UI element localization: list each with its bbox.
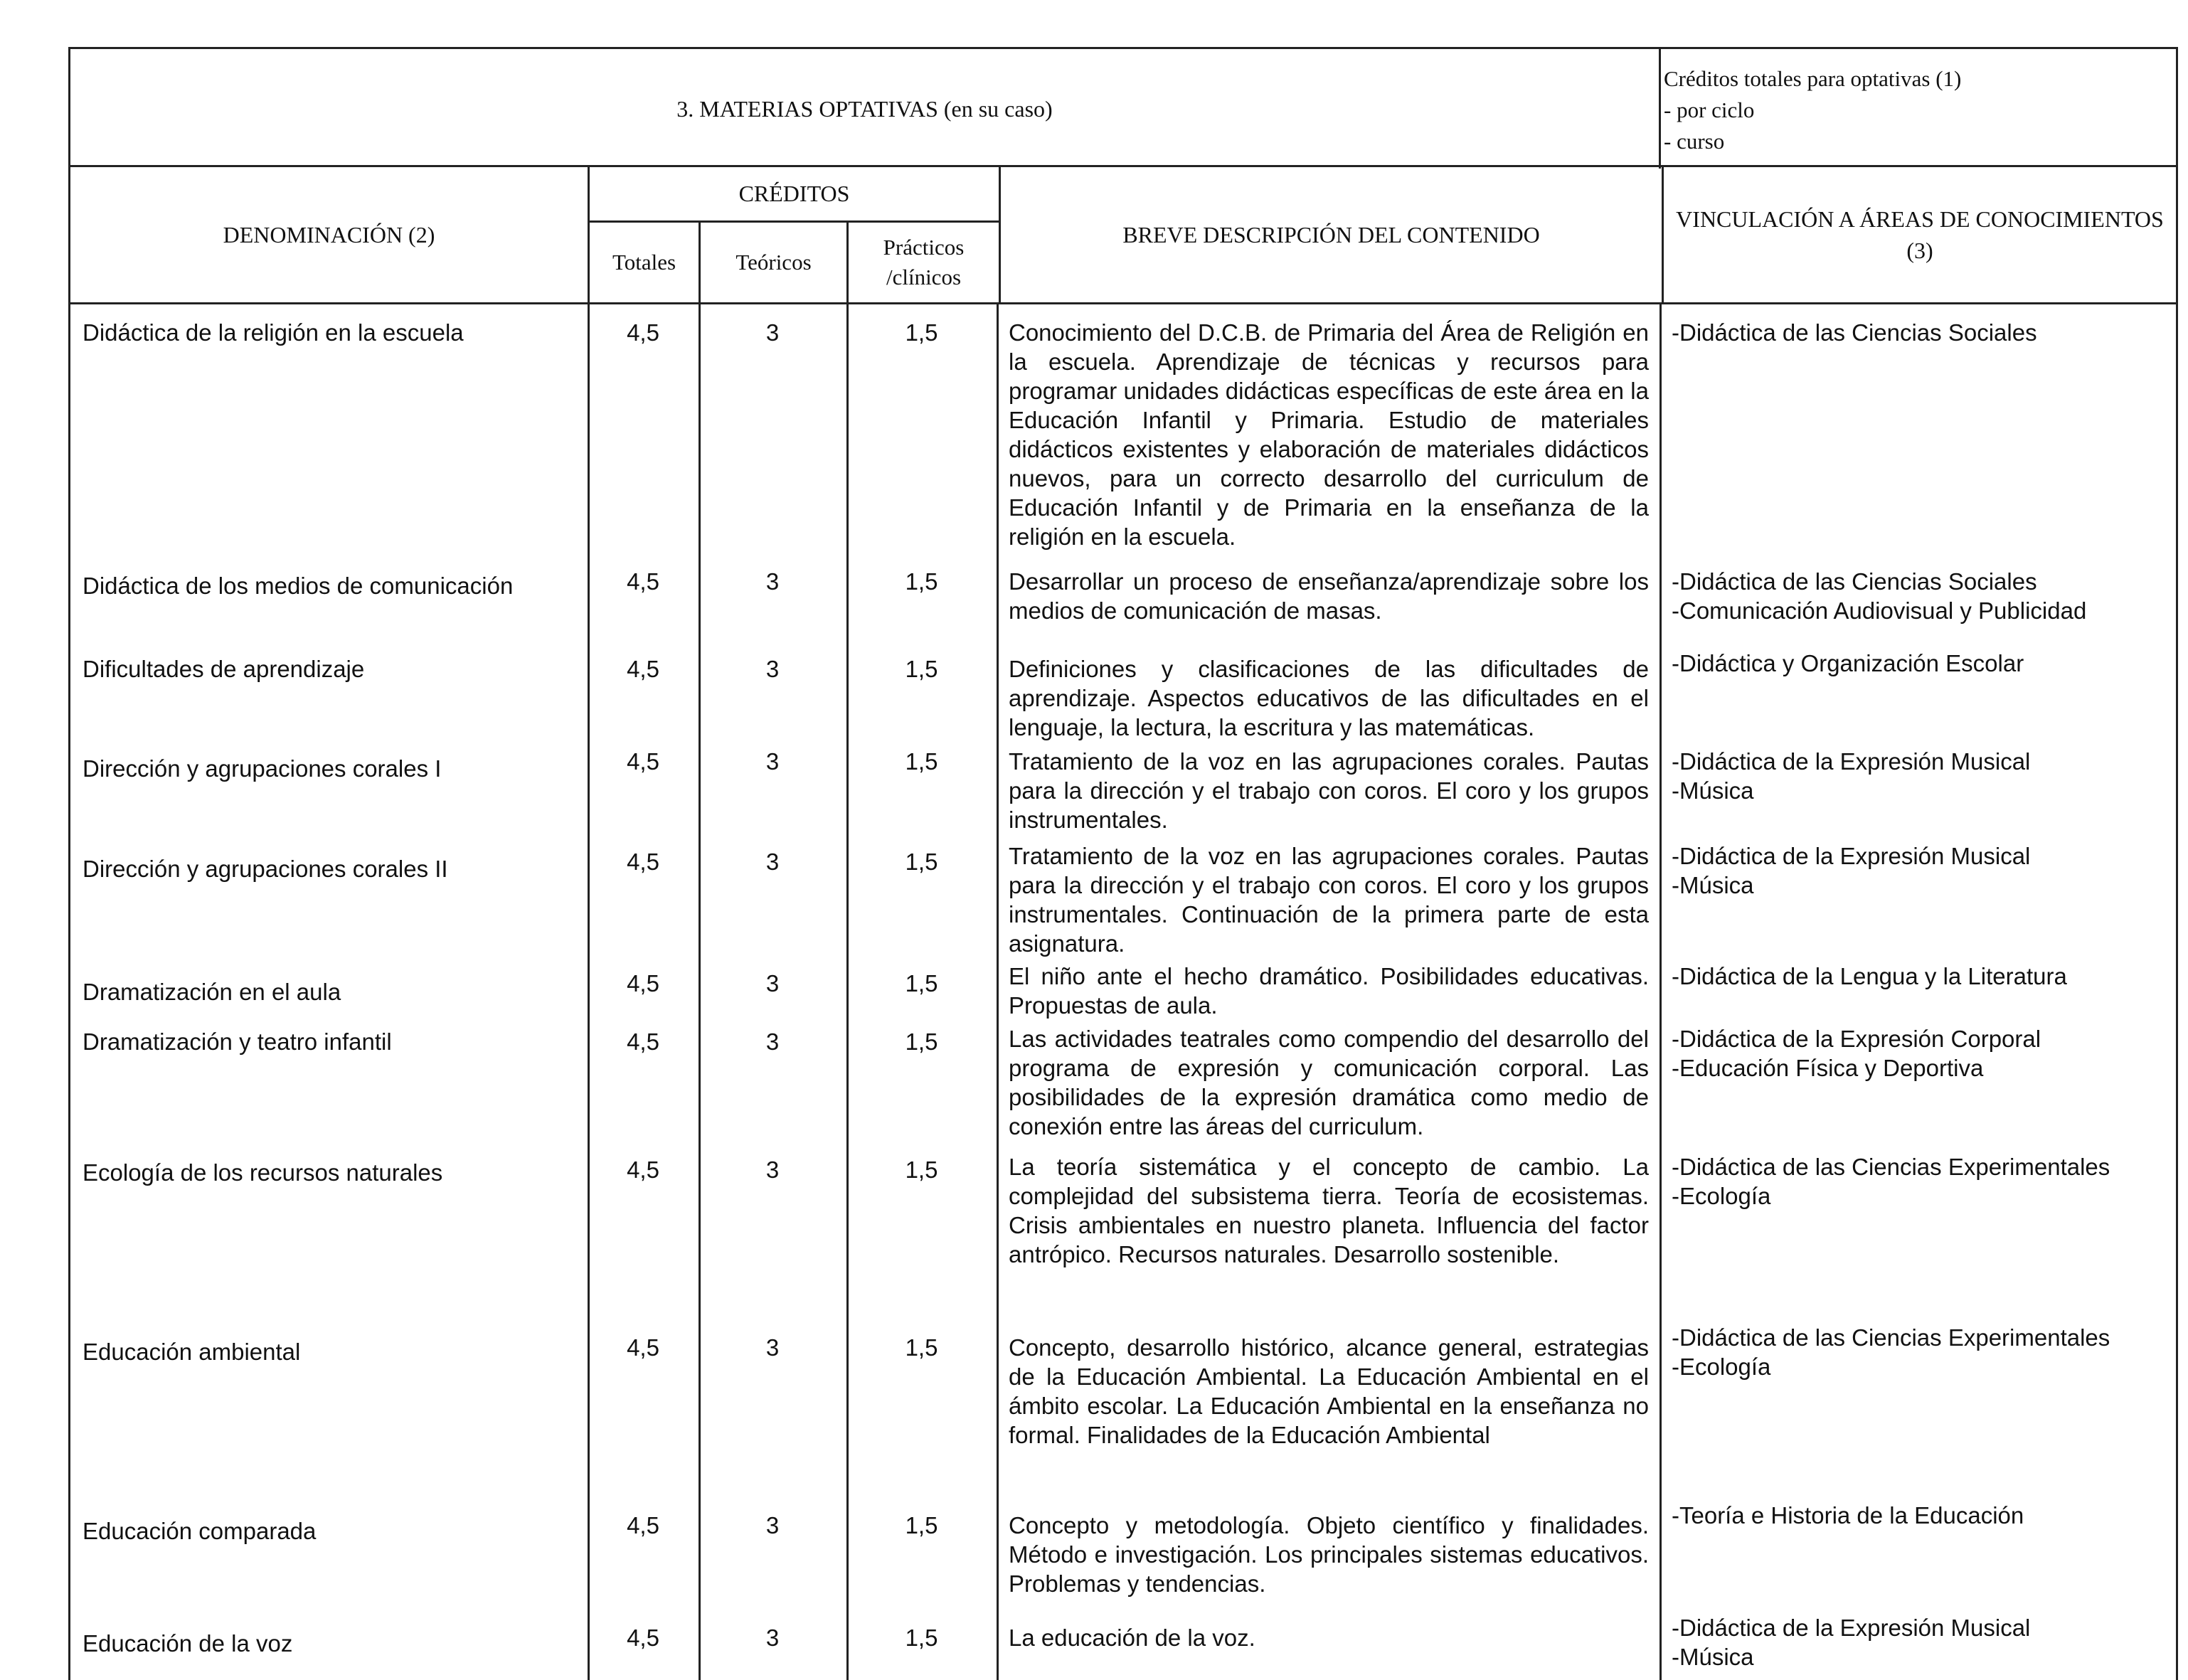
column-header-totales: Totales <box>590 223 701 302</box>
column-header-descripcion: BREVE DESCRIPCIÓN DEL CONTENIDO <box>1001 167 1664 302</box>
credits-practicos: 1,5 <box>905 1334 938 1361</box>
knowledge-areas <box>1672 649 2177 678</box>
subject-description: Tratamiento de la voz en las agrupaciones corales. Pautas para la dirección y el trabajo con coros. El coro y los grupos instrumentales. Continuación de la primera parte de esta asignatura. <box>1009 843 1649 957</box>
credits-teoricos: 3 <box>765 319 780 346</box>
credits-practicos: 1,5 <box>905 656 938 682</box>
credits-box-line: Créditos totales para optativas (1) <box>1664 66 1962 91</box>
knowledge-area: -Música <box>1672 1644 1754 1670</box>
credits-totales: 4,5 <box>627 319 659 346</box>
subject-description: Las actividades teatrales como compendio del desarrollo del programa de expresión y comunicación corporal. Las posibilidades de la expresión dramática como medio de conexión entre las áreas del curriculum. <box>1009 1026 1649 1139</box>
credits-teoricos: 3 <box>765 568 780 595</box>
knowledge-area: -Didáctica de la Expresión Musical <box>1672 748 2031 775</box>
knowledge-area: -Didáctica y Organización Escolar <box>1672 650 2024 676</box>
credits-practicos: 1,5 <box>905 568 938 595</box>
subject-description: La teoría sistemática y el concepto de cambio. La complejidad del subsistema tierra. Teoría de ecosistemas. Crisis ambientales en nuestro planeta. Influencia del factor antrópico. Recursos naturales. Desarrollo sostenible. <box>1009 1154 1649 1267</box>
knowledge-area: -Didáctica de la Expresión Musical <box>1672 1615 2031 1641</box>
credits-practicos: 1,5 <box>905 1028 938 1055</box>
credits-totales: 4,5 <box>627 849 659 875</box>
subject-name: Didáctica de los medios de comunicación <box>83 573 514 599</box>
subject-name: Educación comparada <box>83 1518 317 1544</box>
credits-teoricos: 3 <box>765 1334 780 1361</box>
credits-totales: 4,5 <box>627 1028 659 1055</box>
knowledge-area: -Didáctica de las Ciencias Sociales <box>1672 568 2037 595</box>
knowledge-areas <box>1672 841 2177 900</box>
credits-teoricos: 3 <box>765 656 780 682</box>
credits-teoricos: 3 <box>765 1157 780 1183</box>
table-header <box>68 165 2178 304</box>
knowledge-area: -Música <box>1672 872 1754 898</box>
subject-description: Desarrollar un proceso de enseñanza/aprendizaje sobre los medios de comunicación de masas. <box>1009 568 1649 624</box>
knowledge-areas <box>1672 1323 2177 1381</box>
column-divider <box>997 304 999 1680</box>
knowledge-areas <box>1672 1024 2177 1083</box>
knowledge-areas <box>1672 1613 2177 1671</box>
credits-box-line: - por ciclo <box>1664 97 1755 122</box>
credits-practicos: 1,5 <box>905 1157 938 1183</box>
credits-totales: 4,5 <box>627 568 659 595</box>
credits-totales: 4,5 <box>627 970 659 996</box>
subject-name: Dificultades de aprendizaje <box>83 656 365 682</box>
knowledge-area: -Didáctica de la Expresión Corporal <box>1672 1026 2041 1052</box>
subject-name: Dramatización en el aula <box>83 979 341 1005</box>
subject-name: Dirección y agrupaciones corales I <box>83 755 442 782</box>
credits-practicos: 1,5 <box>905 1625 938 1651</box>
knowledge-area: -Didáctica de las Ciencias Experimentales <box>1672 1324 2110 1351</box>
credits-teoricos: 3 <box>765 1625 780 1651</box>
section-header <box>68 47 2178 166</box>
knowledge-area: -Didáctica de la Lengua y la Literatura <box>1672 963 2067 989</box>
knowledge-area: -Comunicación Audiovisual y Publicidad <box>1672 597 2087 624</box>
column-group-creditos <box>590 167 1001 302</box>
knowledge-area: -Educación Física y Deportiva <box>1672 1055 1984 1081</box>
column-divider <box>1659 304 1662 1680</box>
subject-name: Didáctica de la religión en la escuela <box>83 319 464 346</box>
column-header-practicos: Prácticos /clínicos <box>883 235 965 289</box>
subject-description: Concepto y metodología. Objeto científico y finalidades. Método e investigación. Los principales sistemas educativos. Problemas y tendencias. <box>1009 1512 1649 1597</box>
table-left-border <box>68 304 70 1680</box>
credits-practicos: 1,5 <box>905 849 938 875</box>
subject-description: El niño ante el hecho dramático. Posibilidades educativas. Propuestas de aula. <box>1009 963 1649 1019</box>
subject-description: Definiciones y clasificaciones de las dificultades de aprendizaje. Aspectos educativos de las dificultades en el lenguaje, la lectura, la escritura y las matemáticas. <box>1009 656 1649 740</box>
credits-teoricos: 3 <box>765 1512 780 1538</box>
knowledge-areas <box>1672 1152 2177 1211</box>
knowledge-area: -Teoría e Historia de la Educación <box>1672 1502 2024 1529</box>
column-header-creditos: CRÉDITOS <box>590 167 999 223</box>
subject-name: Dirección y agrupaciones corales II <box>83 856 448 882</box>
subject-description: La educación de la voz. <box>1009 1625 1255 1651</box>
subject-description: Concepto, desarrollo histórico, alcance general, estrategias de la Educación Ambiental. La Educación Ambiental en el ámbito escolar. La Educación Ambiental en la enseñanza no formal. Finalidades de la Educación Ambiental <box>1009 1334 1649 1448</box>
optional-credits-box <box>1664 63 2176 157</box>
credits-totales: 4,5 <box>627 1334 659 1361</box>
credits-practicos: 1,5 <box>905 319 938 346</box>
credits-teoricos: 3 <box>765 970 780 996</box>
subject-name: Educación ambiental <box>83 1339 301 1365</box>
knowledge-areas <box>1672 318 2177 347</box>
knowledge-areas <box>1672 747 2177 805</box>
section-title: 3. MATERIAS OPTATIVAS (en su caso) <box>70 49 1661 169</box>
credits-totales: 4,5 <box>627 1625 659 1651</box>
column-header-vinculacion: VINCULACIÓN A ÁREAS DE CONOCIMIENTOS (3) <box>1676 206 2164 263</box>
knowledge-area: -Ecología <box>1672 1354 1771 1380</box>
credits-teoricos: 3 <box>765 849 780 875</box>
credits-totales: 4,5 <box>627 748 659 775</box>
column-header-denominacion: DENOMINACIÓN (2) <box>70 167 590 302</box>
credits-totales: 4,5 <box>627 656 659 682</box>
knowledge-area: -Didáctica de la Expresión Musical <box>1672 843 2031 869</box>
subject-description: Conocimiento del D.C.B. de Primaria del Área de Religión en la escuela. Aprendizaje de técnicas y recursos para programar unidades didácticas específicas de este área en la Educación Infantil y Primaria. Estudio de materiales didácticos existentes y elaboración de materiales didácticos nuevos, para un correcto desarrollo del curriculum de Educación Infantil y de Primaria en la enseñanza de la religión en la escuela. <box>1009 319 1649 550</box>
knowledge-area: -Ecología <box>1672 1183 1771 1209</box>
knowledge-areas <box>1672 1501 2177 1530</box>
credits-totales: 4,5 <box>627 1157 659 1183</box>
column-header-teoricos: Teóricos <box>701 223 849 302</box>
knowledge-area: -Didáctica de las Ciencias Experimentales <box>1672 1154 2110 1180</box>
credits-practicos: 1,5 <box>905 748 938 775</box>
subject-name: Educación de la voz <box>83 1630 293 1657</box>
table-right-border <box>2176 304 2178 1680</box>
knowledge-area: -Didáctica de las Ciencias Sociales <box>1672 319 2037 346</box>
credits-box-line: - curso <box>1664 129 1725 154</box>
subject-name: Dramatización y teatro infantil <box>83 1028 392 1055</box>
credits-totales: 4,5 <box>627 1512 659 1538</box>
subject-name: Ecología de los recursos naturales <box>83 1159 443 1186</box>
credits-teoricos: 3 <box>765 1028 780 1055</box>
knowledge-area: -Música <box>1672 777 1754 804</box>
credits-teoricos: 3 <box>765 748 780 775</box>
credits-practicos: 1,5 <box>905 1512 938 1538</box>
subject-description: Tratamiento de la voz en las agrupaciones corales. Pautas para la dirección y el trabajo con coros. El coro y los grupos instrumentales. <box>1009 748 1649 833</box>
knowledge-areas <box>1672 962 2177 991</box>
knowledge-areas <box>1672 567 2177 625</box>
credits-practicos: 1,5 <box>905 970 938 996</box>
